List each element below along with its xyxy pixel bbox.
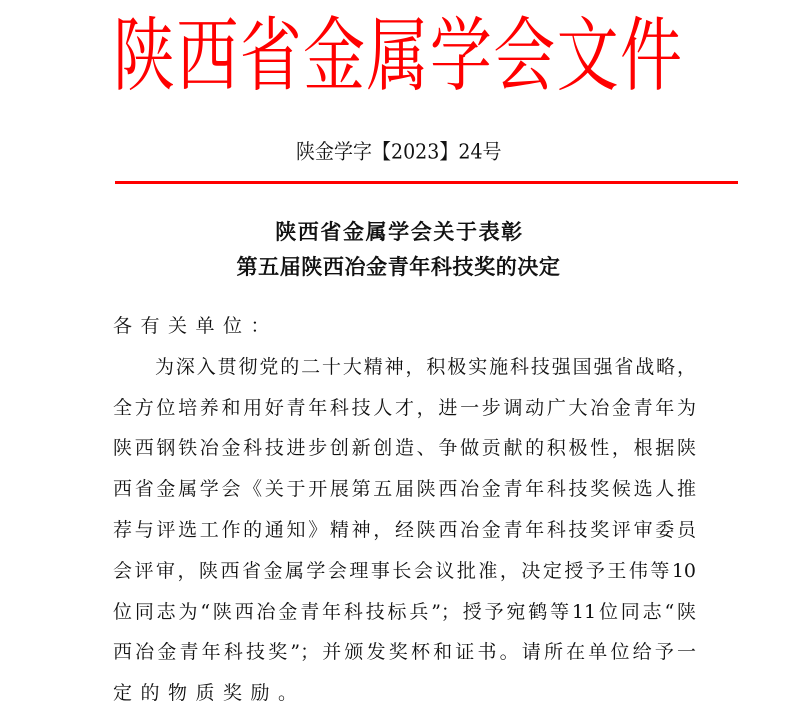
body-line: 全方位培养和用好青年科技人才，进一步调动广大冶金青年为 bbox=[113, 396, 696, 419]
masthead-title: 陕西省金属学会文件 bbox=[113, 8, 683, 104]
body-line: 位同志为“陕西冶金青年科技标兵”；授予宛鹤等11位同志“陕 bbox=[113, 600, 696, 623]
body-line: 陕西钢铁冶金科技进步创新创造、争做贡献的积极性，根据陕 bbox=[113, 437, 696, 460]
body-line: 为深入贯彻党的二十大精神，积极实施科技强国强省战略， bbox=[155, 355, 696, 378]
red-divider-line bbox=[115, 181, 738, 184]
body-line: 西省金属学会《关于开展第五届陕西冶金青年科技奖候选人推 bbox=[113, 478, 696, 501]
document-body bbox=[113, 306, 696, 714]
subject-title-line-1: 陕西省金属学会关于表彰 bbox=[275, 220, 524, 244]
body-line-last: 定的物质奖励。 bbox=[113, 682, 306, 705]
document-number: 陕金学字【2023】24号 bbox=[296, 140, 502, 164]
body-line: 会评审，陕西省金属学会理事长会议批准，决定授予王伟等10 bbox=[113, 559, 696, 582]
body-line: 荐与评选工作的通知》精神，经陕西冶金青年科技奖评审委员 bbox=[113, 518, 696, 541]
body-line: 西冶金青年科技奖”；并颁发奖杯和证书。请所在单位给予一 bbox=[113, 641, 696, 664]
subject-title-line-2: 第五届陕西冶金青年科技奖的决定 bbox=[236, 255, 561, 279]
document-masthead bbox=[113, 8, 683, 108]
salutation: 各有关单位： bbox=[113, 315, 279, 337]
